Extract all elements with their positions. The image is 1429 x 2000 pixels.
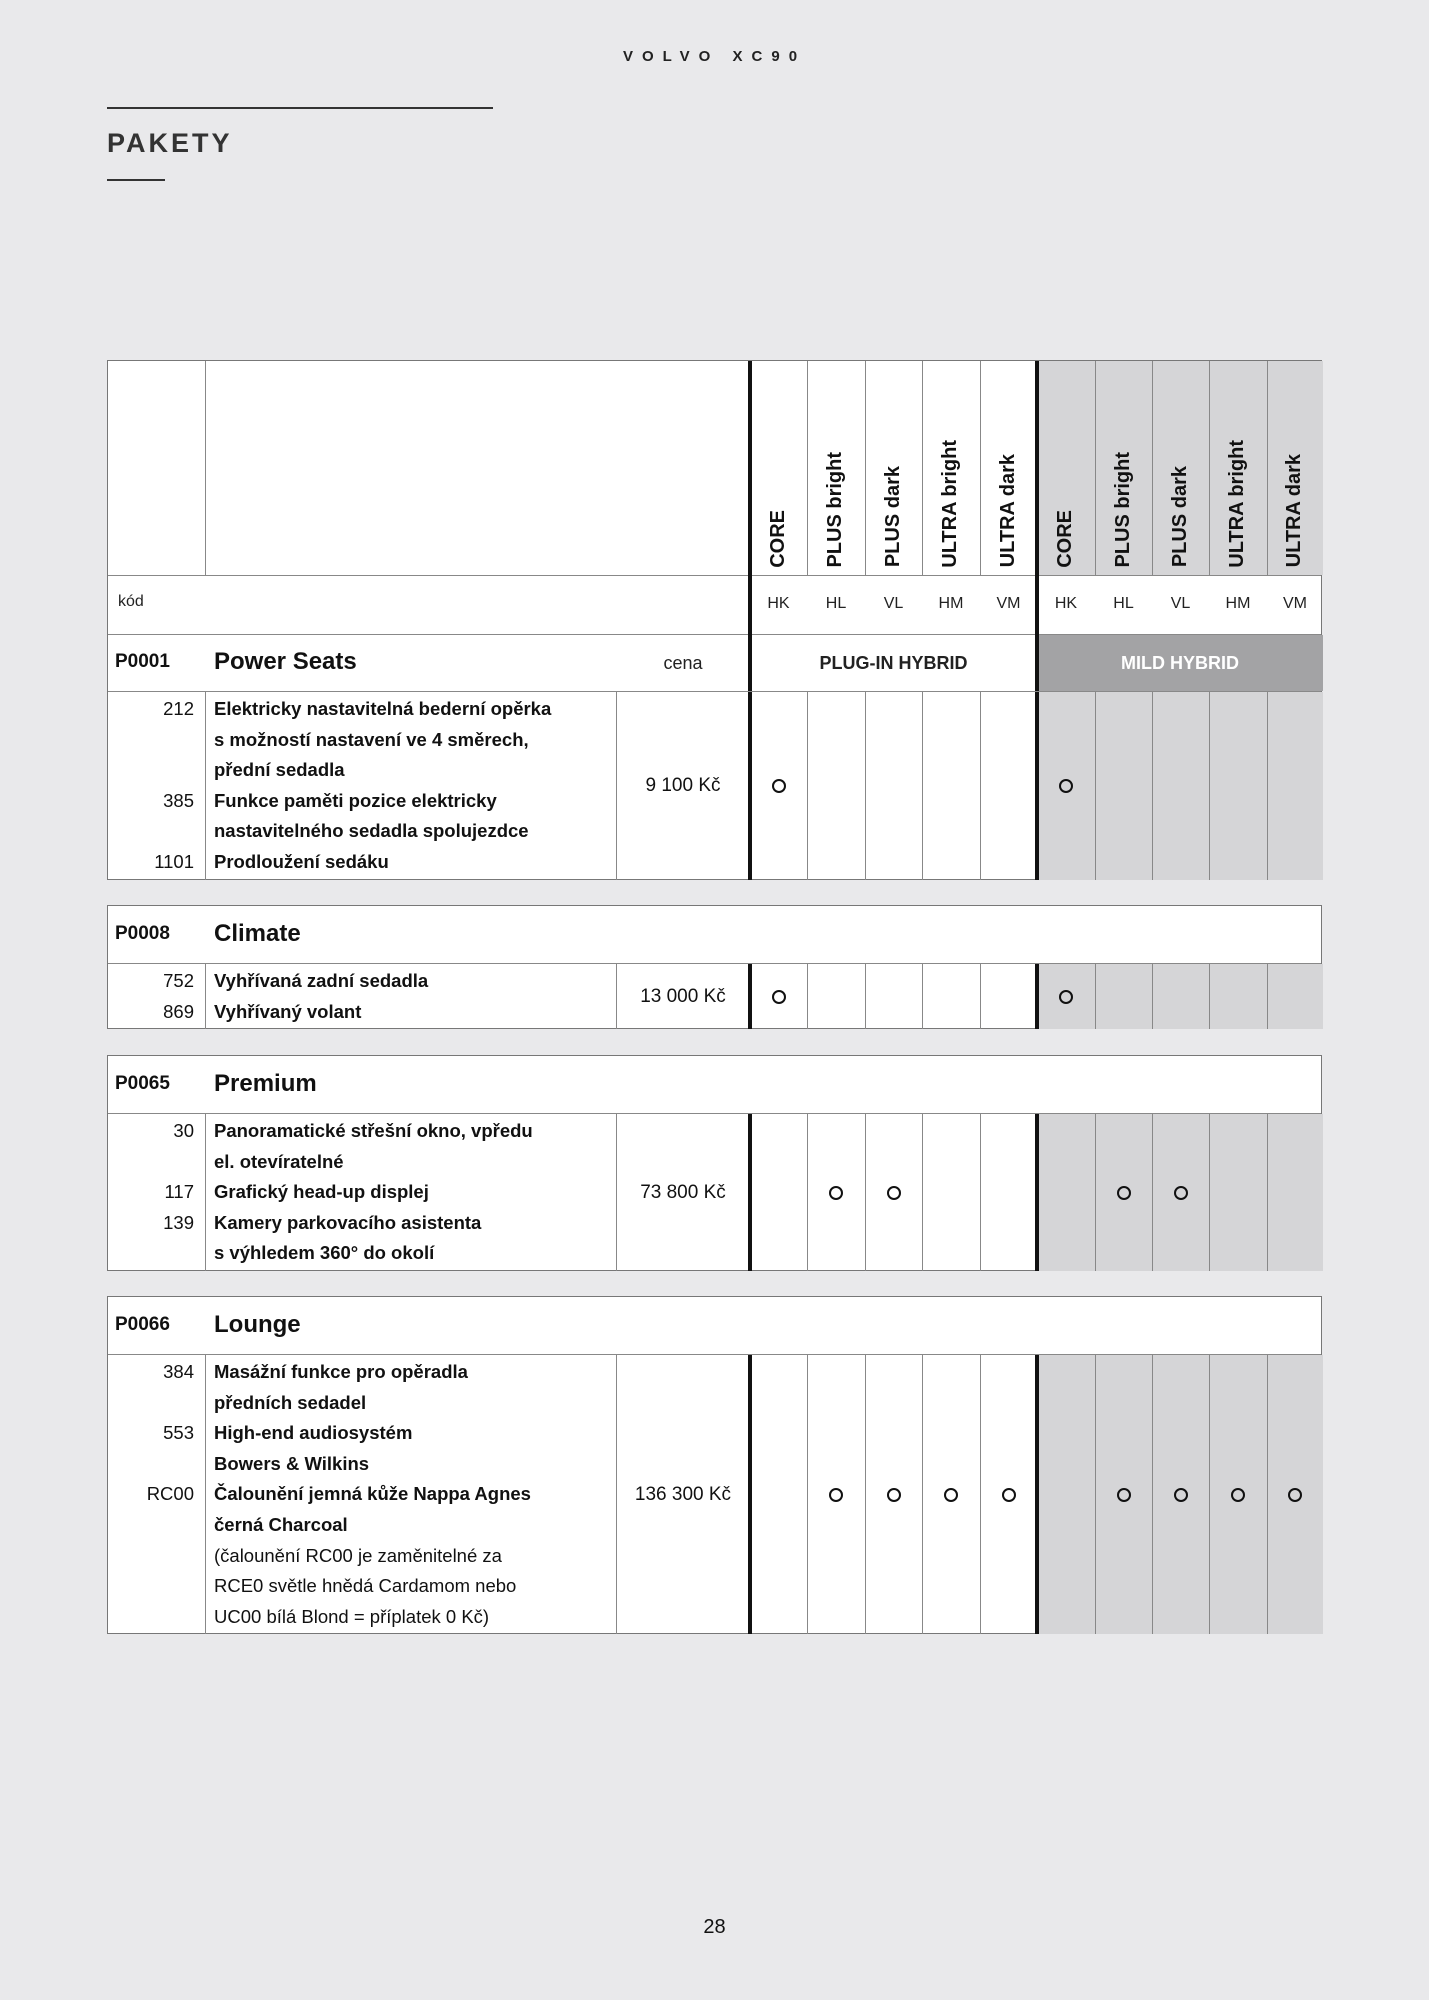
availability-circle-icon [1288, 1488, 1302, 1502]
option-description: nastavitelného sedadla spolujezdce [214, 820, 529, 842]
trim-code: HL [1113, 595, 1134, 612]
option-description: s možností nastavení ve 4 směrech, [214, 728, 529, 750]
availability-circle-icon [772, 990, 786, 1004]
option-description: Panoramatické střešní okno, vpředu [214, 1120, 533, 1141]
option-description: Čalounění jemná kůže Nappa Agnes [214, 1483, 531, 1505]
column-divider [807, 1114, 808, 1271]
column-divider [1209, 1355, 1210, 1634]
group-divider [748, 1355, 752, 1634]
column-divider [980, 964, 981, 1029]
column-divider [980, 361, 981, 575]
group-divider [1035, 1114, 1039, 1271]
option-code: 869 [163, 1000, 194, 1022]
option-description: UC00 bílá Blond = příplatek 0 Kč) [214, 1605, 490, 1627]
package-code: P0001 [115, 650, 170, 672]
package-price: 73 800 Kč [640, 1181, 726, 1203]
option-description: High-end audiosystém [214, 1422, 413, 1444]
page-title: PAKETY [107, 128, 233, 158]
package-name: Climate [214, 919, 301, 947]
option-description: Kamery parkovacího asistenta [214, 1211, 482, 1233]
column-divider [980, 1114, 981, 1271]
column-divider [807, 361, 808, 575]
column-divider [1152, 361, 1153, 575]
option-description: černá Charcoal [214, 1514, 348, 1535]
trim-code: VM [1283, 595, 1307, 612]
option-description: Bowers & Wilkins [214, 1452, 370, 1474]
column-divider [1209, 692, 1210, 880]
option-description: Grafický head-up displej [214, 1181, 429, 1203]
column-divider [1152, 964, 1153, 1029]
trim-code: HL [825, 595, 847, 612]
column-divider [1152, 1114, 1153, 1271]
trim-code: HM [938, 595, 964, 612]
column-divider [205, 1355, 206, 1634]
column-divider [1267, 361, 1268, 575]
column-divider [865, 1355, 866, 1634]
column-divider [922, 1355, 923, 1634]
option-code: 139 [163, 1211, 194, 1233]
availability-circle-icon [1174, 1488, 1188, 1502]
option-description: Masážní funkce pro opěradla [214, 1361, 468, 1382]
option-description: Prodloužení sedáku [214, 851, 389, 872]
trim-code: HK [1054, 595, 1078, 612]
option-description: Vyhřívaný volant [214, 1000, 362, 1022]
column-divider [1095, 1114, 1096, 1271]
package-table-climate [107, 905, 1322, 1029]
trim-header: CORE [766, 509, 789, 568]
column-divider [1267, 692, 1268, 880]
column-divider [1209, 964, 1210, 1029]
package-price: 9 100 Kč [645, 774, 721, 796]
trim-code: VL [1170, 595, 1191, 612]
option-description: (čalounění RC00 je zaměnitelné za [214, 1544, 502, 1566]
option-code: 553 [163, 1422, 194, 1444]
brand-header: VOLVO XC90 [622, 48, 807, 65]
column-divider [807, 692, 808, 880]
availability-circle-icon [1059, 990, 1073, 1004]
trim-header: PLUS bright [824, 452, 846, 568]
group-divider [748, 964, 752, 1029]
group-divider [748, 692, 752, 880]
availability-circle-icon [887, 1186, 901, 1200]
package-name: Premium [214, 1069, 317, 1097]
availability-circle-icon [1231, 1488, 1245, 1502]
availability-circle-icon [1117, 1186, 1131, 1200]
availability-circle-icon [1117, 1488, 1131, 1502]
option-code: 117 [164, 1181, 194, 1203]
column-divider [205, 361, 206, 575]
column-divider [922, 1114, 923, 1271]
price-label: cena [663, 653, 703, 673]
option-code: 30 [173, 1120, 194, 1141]
trim-header: PLUS dark [881, 466, 904, 568]
option-code: 212 [163, 698, 194, 719]
column-divider [205, 692, 206, 880]
trim-header: ULTRA dark [1283, 454, 1305, 568]
column-divider [1095, 1355, 1096, 1634]
option-code: RC00 [146, 1483, 194, 1505]
column-divider [1209, 361, 1210, 575]
availability-circle-icon [1174, 1186, 1188, 1200]
trim-header: ULTRA bright [1226, 439, 1248, 568]
option-description: Funkce paměti pozice elektricky [214, 789, 497, 811]
column-divider [922, 692, 923, 880]
option-description: Elektricky nastavitelná bederní opěrka [214, 698, 552, 719]
trim-header: ULTRA dark [996, 454, 1019, 568]
trim-header: ULTRA bright [939, 439, 961, 568]
availability-circle-icon [887, 1488, 901, 1502]
option-description: předních sedadel [214, 1391, 367, 1413]
column-divider [865, 1114, 866, 1271]
trim-header: PLUS dark [1168, 466, 1191, 568]
column-divider [1095, 964, 1096, 1029]
column-divider [922, 361, 923, 575]
option-description: přední sedadla [214, 759, 345, 781]
column-divider [1095, 692, 1096, 880]
group-divider [1035, 964, 1039, 1029]
availability-circle-icon [1002, 1488, 1016, 1502]
option-code: 384 [163, 1361, 194, 1382]
divider [107, 107, 493, 109]
availability-circle-icon [829, 1186, 843, 1200]
package-code: P0008 [115, 922, 170, 944]
package-name: Power Seats [214, 647, 357, 675]
mild-hybrid-columns-bg [1037, 692, 1323, 880]
column-divider [807, 1355, 808, 1634]
package-price: 136 300 Kč [634, 1483, 732, 1505]
trim-code: VL [883, 595, 904, 612]
option-code: 1101 [154, 851, 194, 872]
mild-hybrid-label: MILD HYBRID [1121, 653, 1239, 673]
availability-circle-icon [944, 1488, 958, 1502]
option-description: Vyhřívaná zadní sedadla [214, 970, 429, 991]
availability-circle-icon [1059, 779, 1073, 793]
trim-header: CORE [1054, 509, 1076, 568]
package-code: P0065 [115, 1072, 170, 1094]
trim-code: HK [767, 595, 790, 612]
option-code: 752 [163, 970, 194, 991]
availability-circle-icon [772, 779, 786, 793]
column-divider [865, 692, 866, 880]
option-description: s výhledem 360° do okolí [214, 1242, 435, 1264]
column-divider [865, 361, 866, 575]
column-divider [1095, 361, 1096, 575]
page-number: 28 [703, 1916, 726, 1938]
mild-hybrid-columns-bg [1037, 964, 1323, 1029]
column-divider [1267, 1355, 1268, 1634]
plug-in-hybrid-label: PLUG-IN HYBRID [819, 653, 968, 673]
trim-code: HM [1225, 595, 1251, 612]
column-divider [922, 964, 923, 1029]
column-divider [980, 1355, 981, 1634]
group-divider [1035, 1355, 1039, 1634]
column-divider [807, 964, 808, 1029]
divider [107, 179, 165, 181]
availability-circle-icon [829, 1488, 843, 1502]
group-divider [1035, 692, 1039, 880]
column-divider [1267, 964, 1268, 1029]
option-description: RCE0 světle hnědá Cardamom nebo [214, 1575, 517, 1597]
package-name: Lounge [214, 1310, 301, 1338]
option-description: el. otevíratelné [214, 1150, 344, 1172]
row-divider [108, 575, 1321, 576]
option-code: 385 [163, 789, 194, 811]
column-divider [1152, 1355, 1153, 1634]
trim-code: VM [996, 595, 1021, 612]
package-price: 13 000 Kč [640, 985, 726, 1007]
column-divider [1152, 692, 1153, 880]
column-divider [1209, 1114, 1210, 1271]
code-label: kód [118, 593, 144, 610]
package-table-lounge [107, 1296, 1322, 1634]
column-divider [980, 692, 981, 880]
group-divider [748, 361, 752, 691]
group-divider [1035, 361, 1039, 691]
package-code: P0066 [115, 1313, 170, 1335]
package-table-power-seats [107, 360, 1322, 880]
column-divider [205, 964, 206, 1029]
column-divider [1267, 1114, 1268, 1271]
package-table-premium [107, 1055, 1322, 1271]
column-divider [865, 964, 866, 1029]
column-divider [205, 1114, 206, 1271]
trim-header: PLUS bright [1111, 452, 1134, 568]
group-divider [748, 1114, 752, 1271]
